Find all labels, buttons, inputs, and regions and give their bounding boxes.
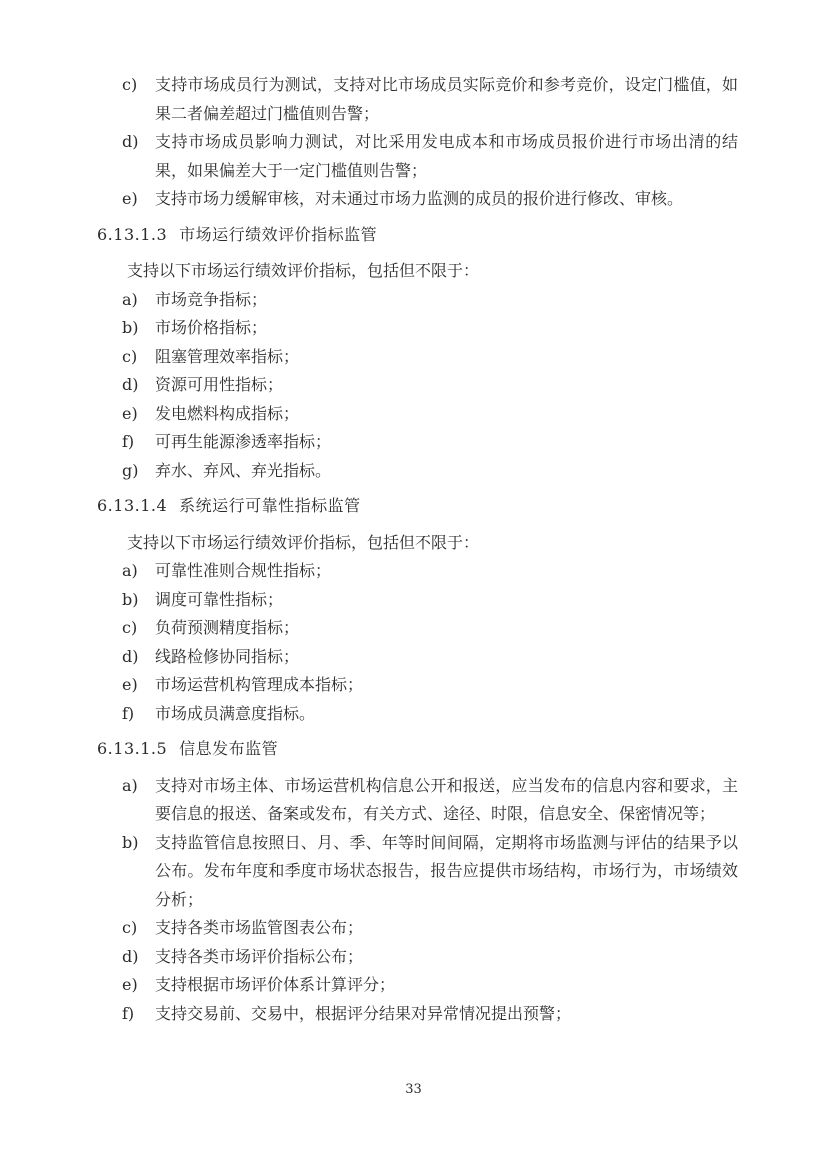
list-marker: f) [122, 703, 135, 723]
list-item [97, 1000, 738, 1029]
list-item-text: 支持根据市场评价体系计算评分； [155, 975, 396, 994]
list-marker: c) [122, 618, 138, 637]
section-heading [97, 221, 738, 250]
list-item-text: 支持对市场主体、市场运营机构信息公开和报送，应当发布的信息内容和要求，主要信息的报送、备案或发布，有关方式、途径、时限，信息安全、保密情况等； [155, 775, 738, 823]
list-marker: d) [122, 375, 139, 394]
list-marker: b) [122, 589, 139, 609]
ordered-list [97, 557, 738, 728]
ordered-list [97, 286, 738, 486]
paragraph: 支持以下市场运行绩效评价指标，包括但不限于： [127, 532, 480, 552]
list-item [97, 343, 738, 372]
list-marker: f) [122, 1003, 135, 1023]
list-item [97, 371, 738, 400]
document-body [97, 71, 738, 1028]
list-marker: e) [122, 975, 138, 994]
list-item [97, 185, 738, 214]
list-item-text: 支持监管信息按照日、月、季、年等时间间隔，定期将市场监测与评估的结果予以公布。发布年度和季度市场状态报告，报告应提供市场结构，市场行为，市场绩效分析； [155, 832, 738, 909]
list-item [97, 557, 738, 586]
list-item-text: 市场价格指标； [155, 318, 268, 337]
list-item [97, 400, 738, 429]
list-item [97, 971, 738, 1000]
list-marker: g) [122, 460, 139, 480]
list-item-text: 支持市场成员行为测试，支持对比市场成员实际竞价和参考竞价，设定门槛值，如果二者偏差超过门槛值则告警； [155, 75, 738, 123]
list-item-text: 负荷预测精度指标； [155, 618, 300, 637]
list-item [97, 643, 738, 672]
list-item-text: 支持各类市场监管图表公布； [155, 918, 364, 937]
list-item-text: 市场成员满意度指标。 [155, 703, 316, 723]
list-item-text: 支持市场成员影响力测试，对比采用发电成本和市场成员报价进行市场出清的结果，如果偏差大于一定门槛值则告警； [155, 132, 738, 180]
list-item-text: 调度可靠性指标； [155, 589, 284, 609]
list-marker: a) [122, 561, 138, 580]
list-marker: c) [122, 346, 138, 366]
list-item-text: 阻塞管理效率指标； [155, 346, 300, 366]
section-number: 6.13.1.5 [97, 739, 168, 758]
section-title: 信息发布监管 [179, 739, 279, 758]
list-item-text: 资源可用性指标； [155, 375, 284, 394]
list-marker: c) [122, 75, 138, 94]
list-item-text: 市场运营机构管理成本指标； [155, 675, 364, 694]
list-item [97, 71, 738, 128]
list-marker: e) [122, 403, 138, 423]
list-item-text: 支持交易前、交易中，根据评分结果对异常情况提出预警； [155, 1003, 572, 1023]
list-item [97, 428, 738, 457]
list-item [97, 586, 738, 615]
section-heading [97, 492, 738, 521]
list-item [97, 914, 738, 943]
list-item [97, 286, 738, 315]
list-item-text: 可再生能源渗透率指标； [155, 432, 332, 451]
list-marker: e) [122, 675, 138, 694]
list-item [97, 128, 738, 185]
list-marker: d) [122, 646, 139, 666]
list-item-text: 支持市场力缓解审核，对未通过市场力监测的成员的报价进行修改、审核。 [155, 189, 684, 208]
page-number: 33 [405, 1082, 422, 1097]
section-number: 6.13.1.4 [97, 496, 168, 515]
section-title: 系统运行可靠性指标监管 [179, 496, 361, 515]
ordered-list [97, 71, 738, 214]
list-item-text: 市场竞争指标； [155, 289, 268, 309]
list-marker: b) [122, 832, 139, 852]
paragraph: 支持以下市场运行绩效评价指标，包括但不限于： [127, 261, 480, 280]
section-heading [97, 735, 738, 764]
list-item [97, 943, 738, 972]
list-item [97, 829, 738, 915]
list-item [97, 614, 738, 643]
list-marker: a) [122, 775, 138, 795]
ordered-list [97, 772, 738, 1029]
list-item [97, 457, 738, 486]
list-marker: e) [122, 189, 138, 208]
list-marker: c) [122, 918, 138, 937]
list-item-text: 发电燃料构成指标； [155, 403, 300, 423]
list-item [97, 314, 738, 343]
list-marker: d) [122, 946, 139, 966]
section-number: 6.13.1.3 [97, 224, 168, 244]
list-marker: d) [122, 132, 139, 151]
section-title: 市场运行绩效评价指标监管 [179, 224, 378, 244]
list-item-text: 可靠性准则合规性指标； [155, 561, 332, 580]
page-footer [0, 1082, 827, 1097]
list-item [97, 700, 738, 729]
list-item-text: 线路检修协同指标； [155, 646, 300, 666]
list-marker: f) [122, 432, 135, 451]
list-marker: a) [122, 289, 138, 309]
list-item-text: 弃水、弃风、弃光指标。 [155, 460, 332, 480]
list-item-text: 支持各类市场评价指标公布； [155, 946, 364, 966]
list-item [97, 772, 738, 829]
list-item [97, 671, 738, 700]
list-marker: b) [122, 318, 139, 337]
